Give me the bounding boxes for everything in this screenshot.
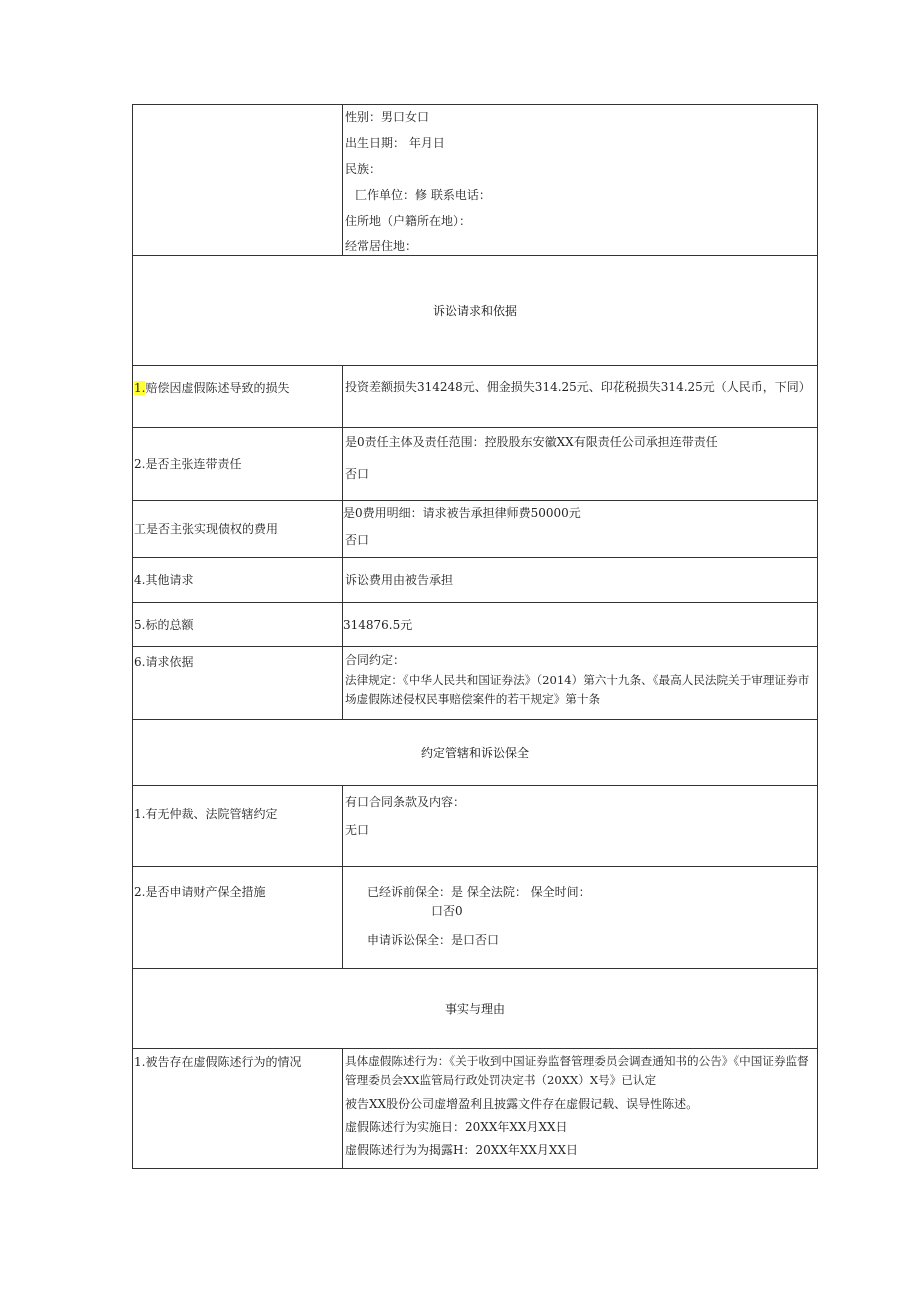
jurisdiction-1-label <box>133 786 343 867</box>
claim-5-content <box>343 603 818 647</box>
jurisdiction-row-2 <box>133 867 818 969</box>
jurisdiction-2-content <box>343 867 818 969</box>
claim-3-content-line-1: 是0费用明细：请求被告承担律师费50000元 <box>343 506 581 520</box>
residence-field: 经常居住地： <box>345 239 418 253</box>
section-claims-header-row <box>133 256 818 366</box>
claim-row-3 <box>133 501 818 558</box>
claim-3-label <box>133 501 343 558</box>
claim-row-1 <box>133 366 818 428</box>
claim-3-content <box>343 501 818 558</box>
personal-info-label-cell <box>133 105 343 256</box>
claim-6-content <box>343 647 818 720</box>
personal-info-row <box>133 105 818 256</box>
claim-4-label-text: 4.其他请求 <box>134 573 194 587</box>
claim-4-label <box>133 558 343 603</box>
jurisdiction-1-content-line-2: 无口 <box>345 823 370 837</box>
claim-1-label <box>133 366 343 428</box>
jurisdiction-1-content-line-1: 有口合同条款及内容： <box>345 795 466 809</box>
jurisdiction-1-content <box>343 786 818 867</box>
claim-2-content-line-2: 否口 <box>345 467 370 481</box>
claim-row-5 <box>133 603 818 647</box>
facts-1-content <box>343 1049 818 1169</box>
claim-5-label-text: 5.标的总额 <box>134 618 194 632</box>
jurisdiction-1-label-text: 1.有无仲裁、法院管辖约定 <box>134 807 278 821</box>
claim-1-content <box>343 366 818 428</box>
claim-4-content-text: 诉讼费用由被告承担 <box>345 573 454 587</box>
facts-1-content-line-2: 被告XX股份公司虚增盈利且披露文件存在虚假记载、误导性陈述。 <box>345 1097 699 1111</box>
claim-6-content-line-2: 法律规定：《中华人民共和国证券法》（2014）第六十九条、《最高人民法院关于审理证券市场虚假陈述侵权民事赔偿案件的若干规定》第十条 <box>345 673 810 706</box>
facts-1-content-line-4: 虚假陈述行为为揭露H：20XX年XX月XX日 <box>345 1143 578 1157</box>
claim-row-6 <box>133 647 818 720</box>
jurisdiction-2-label-text: 2.是否申请财产保全措施 <box>134 885 266 899</box>
claim-2-label <box>133 428 343 501</box>
gender-field: 性别：男口女口 <box>345 110 430 124</box>
claim-1-content-text: 投资差额损失314248元、佣金损失314.25元、印花税损失314.25元（人民币，下同） <box>345 380 811 394</box>
claim-6-label <box>133 647 343 720</box>
section-facts-title: 事实与理由 <box>133 969 818 1049</box>
facts-1-content-line-1: 具体虚假陈述行为：《关于收到中国证券监督管理委员会调查通知书的公告》《中国证券监督管理委员会XX监管局行政处罚决定书（20XX）X号》已认定 <box>345 1054 809 1087</box>
section-facts-header-row <box>133 969 818 1049</box>
jurisdiction-2-content-line-1: 已经诉前保全：是 保全法院： 保全时间： <box>367 885 591 899</box>
facts-row-1 <box>133 1049 818 1169</box>
facts-1-label <box>133 1049 343 1169</box>
personal-info-cell <box>343 105 818 256</box>
claim-6-label-text: 6.请求依据 <box>134 655 194 669</box>
section-jurisdiction-header-row <box>133 720 818 786</box>
claim-3-label-text: 工是否主张实现债权的费用 <box>134 522 279 536</box>
claim-3-content-line-2: 否口 <box>345 533 370 547</box>
workplace-field: 匚作单位：修 联系电话： <box>355 188 491 202</box>
jurisdiction-2-content-line-3: 申请诉讼保全：是口否口 <box>367 933 500 947</box>
claim-4-content <box>343 558 818 603</box>
jurisdiction-row-1 <box>133 786 818 867</box>
section-jurisdiction-title: 约定管辖和诉讼保全 <box>133 720 818 786</box>
claim-6-content-line-1: 合同约定： <box>345 653 406 667</box>
ethnicity-field: 民族： <box>345 162 382 176</box>
claim-row-4 <box>133 558 818 603</box>
facts-1-label-text: 1.被告存在虚假陈述行为的情况 <box>134 1055 302 1069</box>
claim-row-2 <box>133 428 818 501</box>
facts-1-content-line-3: 虚假陈述行为实施日：20XX年XX月XX日 <box>345 1120 568 1134</box>
claim-2-label-text: 2.是否主张连带责任 <box>134 457 242 471</box>
household-address-field: 住所地（户籍所在地）： <box>345 214 472 228</box>
section-claims-title: 诉讼请求和依据 <box>133 256 818 366</box>
claim-5-label <box>133 603 343 647</box>
claim-1-number: 1. <box>134 381 146 395</box>
jurisdiction-2-label <box>133 867 343 969</box>
birth-date-field: 出生日期： 年月日 <box>345 136 445 150</box>
claim-1-text: 赔偿因虚假陈述导致的损失 <box>145 381 290 395</box>
claim-2-content-line-1: 是0责任主体及责任范围：控股股东安徽XX有限责任公司承担连带责任 <box>345 435 718 449</box>
claim-5-content-text: 314876.5元 <box>343 618 413 632</box>
claim-2-content <box>343 428 818 501</box>
jurisdiction-2-content-line-2: 口否0 <box>431 904 463 918</box>
complaint-form-table <box>132 104 818 1169</box>
